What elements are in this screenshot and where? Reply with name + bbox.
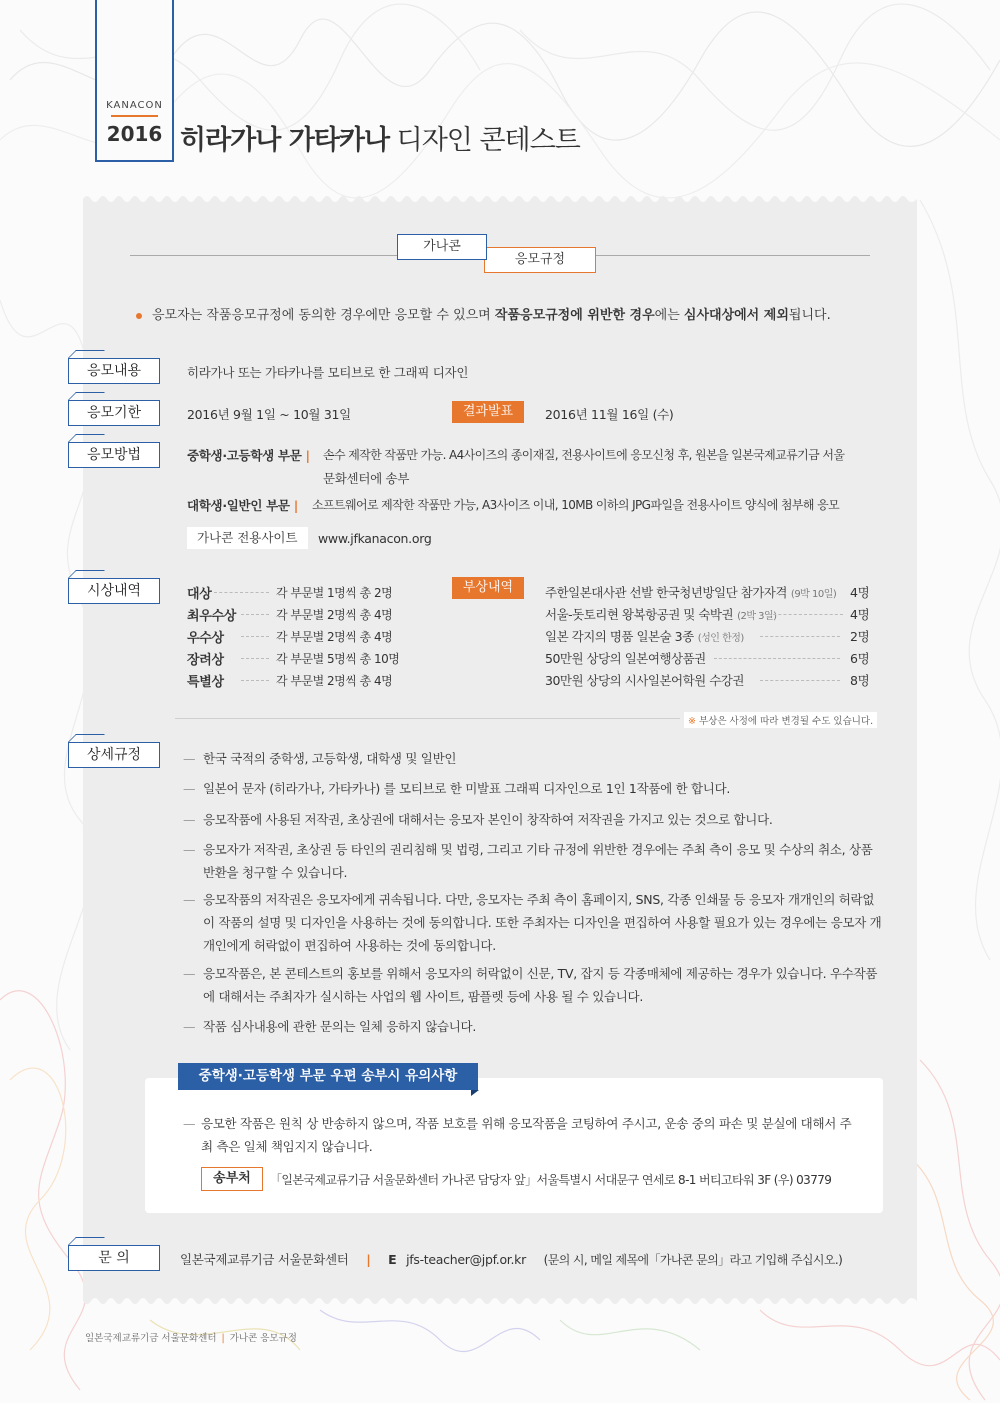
prize-name [545, 627, 744, 645]
rule-item [183, 888, 883, 957]
page-title-bold: 히라가나 가타카나 [180, 125, 390, 156]
rule-text: 응모작품의 저작권은 응모자에게 귀속됩니다. 다만, 응모자는 주최 측이 홈페이지, SNS, 각종 인쇄물 등 응모자 개개인의 허락없이 작품의 설명 및 디자인을 사용하는 것에 동의합니다. 또한 주최자는 디자인을 편집하여 사용할 필요가 있는 경우에는 응모자 개개인에게 허락없이 편집하여 사용하는 것에 동의합니다. [203, 892, 882, 953]
intro-bold2: 심사대상에서 제외 [683, 308, 789, 323]
section-label-content: 응모내용 [68, 358, 160, 384]
rule-item [183, 808, 883, 831]
result-text: 2016년 11월 16일 (수) [545, 407, 674, 422]
prize-title: 서울-돗토리현 왕복항공권 및 숙박권 [545, 607, 734, 622]
page-footer [85, 1330, 297, 1344]
method-r2-bar: | [293, 498, 298, 513]
award-desc: 각 부문별 1명씩 총 2명 [276, 586, 393, 600]
intro-part2: 에는 [654, 308, 684, 323]
prize-leader [768, 614, 843, 615]
send-label: 송부처 [201, 1167, 263, 1191]
prize-count: 2명 [850, 629, 870, 644]
method-row2 [187, 496, 302, 514]
prize-leader [714, 658, 840, 659]
award-desc: 각 부문별 2명씩 총 4명 [276, 630, 393, 644]
contact-line [180, 1250, 842, 1268]
note-star: ※ [688, 716, 696, 727]
site-label: 가나콘 전용사이트 [187, 527, 308, 549]
prize-name [545, 649, 706, 667]
prize-name [545, 605, 777, 623]
award-name: 대상 [187, 587, 212, 602]
intro-text [136, 304, 831, 323]
bullet-dot [136, 313, 142, 319]
contact-email[interactable]: jfs-teacher@jpf.or.kr [406, 1252, 526, 1267]
prize-count: 8명 [850, 673, 870, 688]
notice-title: 중학생·고등학생 부문 우편 송부시 유의사항 [178, 1063, 478, 1090]
rule-text: 한국 국적의 중학생, 고등학생, 대학생 및 일반인 [203, 751, 457, 766]
method-r1-bar: | [305, 448, 310, 463]
notice-text: 응모한 작품은 원칙 상 반송하지 않으며, 작품 보호를 위해 응모작품을 코팅하여 주시고, 운송 중의 파손 및 분실에 대해서 주최 측은 일체 책임지지 않습니다. [201, 1116, 852, 1154]
rule-item [183, 838, 883, 884]
footer-left: 일본국제교류기금 서울문화센터 [85, 1333, 217, 1344]
rule-text: 응모자가 저작권, 초상권 등 타인의 권리침해 및 법령, 그리고 기타 규정에 위반한 경우에는 주최 측이 응모 및 수상의 취소, 상품 반환을 청구할 수 있습니다. [203, 842, 873, 880]
prize-leader [760, 680, 840, 681]
content-text: 히라가나 또는 가타카나를 모티브로 한 그래픽 디자인 [187, 365, 469, 380]
section-label-rules: 상세규정 [68, 742, 160, 768]
notice-dash: — [183, 1116, 196, 1131]
page-title [180, 118, 580, 157]
prize-name [545, 671, 744, 689]
rule-dash: — [183, 842, 196, 857]
method-r1-line1: 손수 제작한 작품만 가능. A4사이즈의 종이재질, 전용사이트에 응모신청 후, 원본을 일본국제교류기금 서울 [323, 448, 845, 462]
send-address: 「일본국제교류기금 서울문화센터 가나콘 담당자 앞」서울특별시 서대문구 연세로 8-1 버티고타워 3F (우) 03779 [270, 1173, 832, 1187]
award-leader [214, 592, 269, 593]
rule-dash: — [183, 966, 196, 981]
tab-kanacon[interactable]: 가나콘 [397, 234, 487, 260]
intro-bold1: 작품응모규정에 위반한 경우 [494, 308, 655, 323]
prize-note [684, 712, 877, 728]
method-r1-title: 중학생·고등학생 부문 [187, 448, 302, 463]
rule-dash: — [183, 1019, 196, 1034]
prize-title: 30만원 상당의 시사일본어학원 수강권 [545, 673, 744, 688]
award-leader [241, 658, 269, 659]
prize-count: 6명 [850, 651, 870, 666]
section-label-period: 응모기한 [68, 400, 160, 426]
award-desc: 각 부문별 2명씩 총 4명 [276, 674, 393, 688]
prize-title: 일본 각지의 명품 일본술 3종 [545, 629, 694, 644]
award-name: 최우수상 [187, 609, 237, 624]
prize-count: 4명 [850, 585, 870, 600]
method-row1 [187, 446, 314, 464]
footer-right: 가나콘 응모규정 [229, 1333, 297, 1344]
prize-sub: (9박 10일) [790, 589, 837, 600]
rule-dash: — [183, 812, 196, 827]
method-r2-text: 소프트웨어로 제작한 작품만 가능, A3사이즈 이내, 10MB 이하의 JPG파일을 전용사이트 양식에 첨부해 응모 [312, 498, 840, 512]
rule-item [183, 1015, 883, 1038]
award-leader [241, 636, 269, 637]
prize-leader [760, 636, 840, 637]
footer-sep: | [221, 1333, 225, 1344]
tab-line-left [130, 255, 397, 256]
prize-name [545, 583, 836, 601]
intro-part1: 응모자는 작품응모규정에 동의한 경우에만 응모할 수 있으며 [152, 308, 495, 323]
contact-org: 일본국제교류기금 서울문화센터 [180, 1252, 349, 1267]
rule-item [183, 777, 883, 800]
page-title-rest: 디자인 콘테스트 [389, 125, 580, 156]
period-text: 2016년 9월 1일 ~ 10월 31일 [187, 407, 351, 422]
award-leader [241, 614, 269, 615]
rule-text: 작품 심사내용에 관한 문의는 일체 응하지 않습니다. [203, 1019, 476, 1034]
rule-dash: — [183, 892, 196, 907]
prize-sub: (2박 3일) [737, 611, 777, 622]
section-label-contact: 문 의 [68, 1245, 160, 1271]
award-leader [241, 680, 269, 681]
brand-underline [111, 115, 158, 117]
rule-item [183, 747, 883, 770]
prize-count: 4명 [850, 607, 870, 622]
rule-text: 일본어 문자 (히라가나, 가타카나) 를 모티브로 한 미발표 그래픽 디자인으로 1인 1작품에 한 합니다. [203, 781, 731, 796]
award-name: 장려상 [187, 653, 224, 668]
tab-rules[interactable]: 응모규정 [484, 247, 596, 273]
contact-e: E [388, 1252, 397, 1267]
prize-title: 주한일본대사관 선발 한국청년방일단 참가자격 [545, 585, 787, 600]
prize-label: 부상내역 [452, 577, 524, 599]
section-label-method: 응모방법 [68, 442, 160, 468]
award-desc: 각 부문별 5명씩 총 10명 [276, 652, 400, 666]
tab-line-right [594, 255, 870, 256]
method-r1-line2: 문화센터에 송부 [323, 471, 410, 486]
rule-text: 응모작품에 사용된 저작권, 초상권에 대해서는 응모자 본인이 창작하여 저작권을 가지고 있는 것으로 합니다. [203, 812, 773, 827]
rule-dash: — [183, 751, 196, 766]
method-r2-title: 대학생·일반인 부문 [187, 498, 290, 513]
brand-label: KANACON [106, 100, 163, 111]
rule-dash: — [183, 781, 196, 796]
notice-item [183, 1112, 863, 1158]
awards-divider [175, 718, 680, 719]
contact-note: (문의 시, 메일 제목에「가나콘 문의」라고 기입해 주십시오.) [543, 1253, 843, 1267]
intro-part3: 됩니다. [788, 308, 831, 323]
contact-sep: | [366, 1252, 371, 1267]
prize-sub: (성인 한정) [697, 633, 744, 644]
award-name: 특별상 [187, 675, 224, 690]
year-badge [95, 0, 174, 162]
award-name: 우수상 [187, 631, 224, 646]
section-label-awards: 시상내역 [68, 578, 160, 604]
paper-bottom-edge [83, 1293, 917, 1307]
prize-title: 50만원 상당의 일본여행상품권 [545, 651, 706, 666]
award-desc: 각 부문별 2명씩 총 4명 [276, 608, 393, 622]
year-label: 2016 [106, 122, 163, 146]
site-url[interactable]: www.jfkanacon.org [318, 531, 432, 546]
rule-item [183, 962, 883, 1008]
note-text: 부상은 사정에 따라 변경될 수도 있습니다. [695, 716, 874, 727]
result-label: 결과발표 [452, 401, 524, 423]
rule-text: 응모작품은, 본 콘테스트의 홍보를 위해서 응모자의 허락없이 신문, TV, 잡지 등 각종매체에 제공하는 경우가 있습니다. 우수작품에 대해서는 주최자가 실시하는 사업의 웹 사이트, 팜플렛 등에 사용 될 수 있습니다. [203, 966, 878, 1004]
